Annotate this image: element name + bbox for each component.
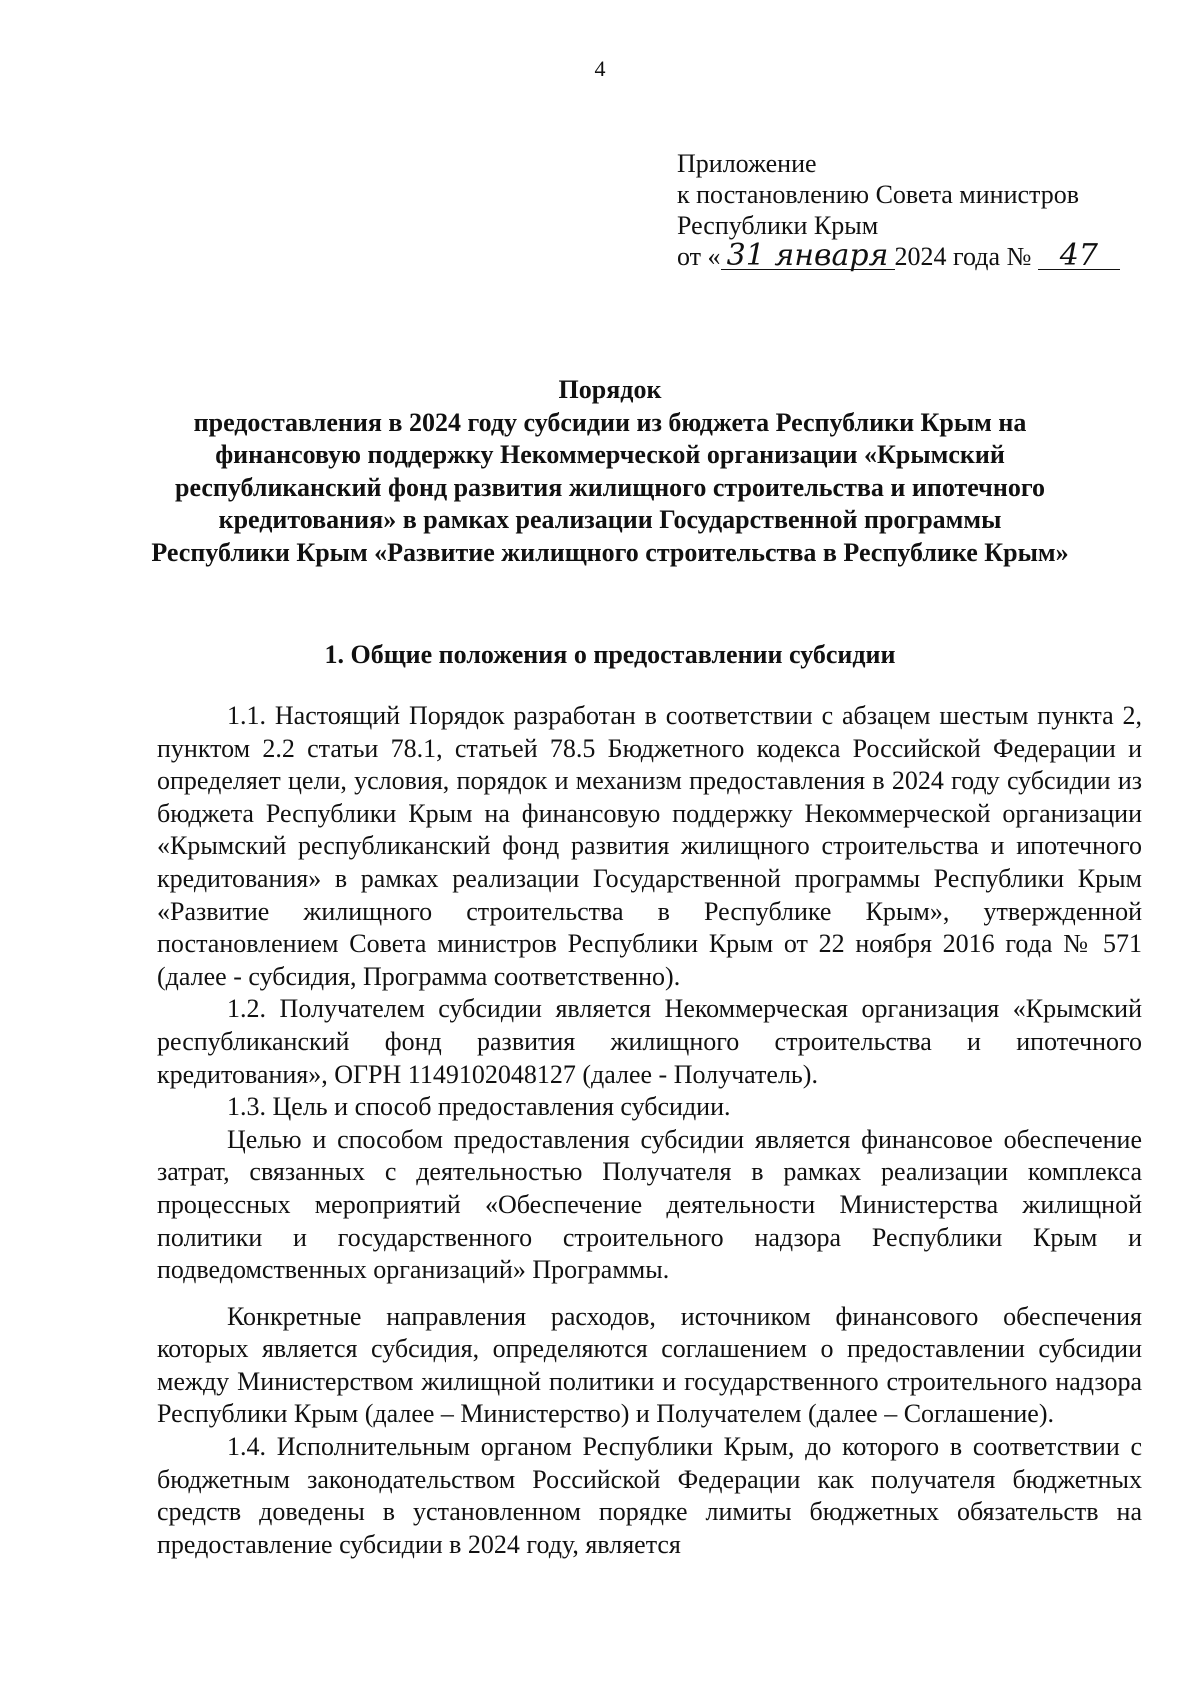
date-suffix: 2024 года № bbox=[894, 242, 1032, 271]
section-heading: 1. Общие положения о предоставлении субсидии bbox=[324, 640, 896, 669]
appendix-region-line: Республики Крым bbox=[677, 211, 879, 240]
paragraph-1-1: 1.1. Настоящий Порядок разработан в соответствии с абзацем шестым пункта 2, пунктом 2.2 статьи 78.1, статьей 78.5 Бюджетного кодекса Российской Федерации и определяет цели, условия, порядок и механизм предоставления в 2024 году субсидии из бюджета Республики Крым на финансовую поддержку Некоммерческой организации «Крымский республиканский фонд развития жилищного строительства и ипотечного кредитования» в рамках реализации Государственной программы Республики Крым «Развитие жилищного строительства в Республике Крым», утвержденной постановлением Совета министров Республики Крым от 22 ноября 2016 года № 571 (далее - субсидия, Программа соответственно). bbox=[157, 701, 1142, 991]
section-body bbox=[157, 700, 1142, 1561]
paragraph-1-3: 1.3. Цель и способ предоставления субсидии. bbox=[227, 1092, 731, 1122]
handwritten-date: 31 января bbox=[721, 243, 895, 270]
paragraph-1-3-directions: Конкретные направления расходов, источником финансового обеспечения которых является субсидия, определяются соглашением о предоставлении субсидии между Министерством жилищной политики и государственного строительного надзора Республики Крым (далее – Министерство) и Получателем (далее – Соглашение). bbox=[157, 1301, 1142, 1429]
appendix-date-line bbox=[677, 238, 1147, 273]
appendix-block bbox=[677, 148, 1147, 272]
appendix-decree-line: к постановлению Совета министров bbox=[677, 180, 1079, 209]
paragraph-1-3-goal: Целью и способом предоставления субсидии является финансовое обеспечение затрат, связанных с деятельностью Получателя в рамках реализации комплекса процессных мероприятий «Обеспечение деятельности Министерства жилищной политики и государственного строительного надзора Республики Крым и подведомственных организаций» Программы. bbox=[157, 1124, 1142, 1285]
handwritten-number: 47 bbox=[1038, 243, 1120, 270]
date-prefix: от « bbox=[677, 242, 721, 271]
page-number: 4 bbox=[594, 56, 606, 81]
document-title bbox=[150, 374, 1070, 569]
title-text: предоставления в 2024 году субсидии из бюджета Республики Крым на финансовую поддержку Некоммерческой организации «Крымский республиканский фонд развития жилищного строительства и ипотечного кредитования» в рамках реализации Государственной программы Республики Крым «Развитие жилищного строительства в Республике Крым» bbox=[151, 407, 1069, 567]
title-heading: Порядок bbox=[558, 375, 662, 404]
appendix-label: Приложение bbox=[677, 149, 817, 178]
paragraph-1-2: 1.2. Получателем субсидии является Некоммерческая организация «Крымский республиканский фонд развития жилищного строительства и ипотечного кредитования», ОГРН 1149102048127 (далее - Получатель). bbox=[157, 994, 1142, 1089]
paragraph-1-4: 1.4. Исполнительным органом Республики Крым, до которого в соответствии с бюджетным законодательством Российской Федерации как получателя бюджетных средств доведены в установленном порядке лимиты бюджетных обязательств на предоставление субсидии в 2024 году, является bbox=[157, 1432, 1142, 1559]
